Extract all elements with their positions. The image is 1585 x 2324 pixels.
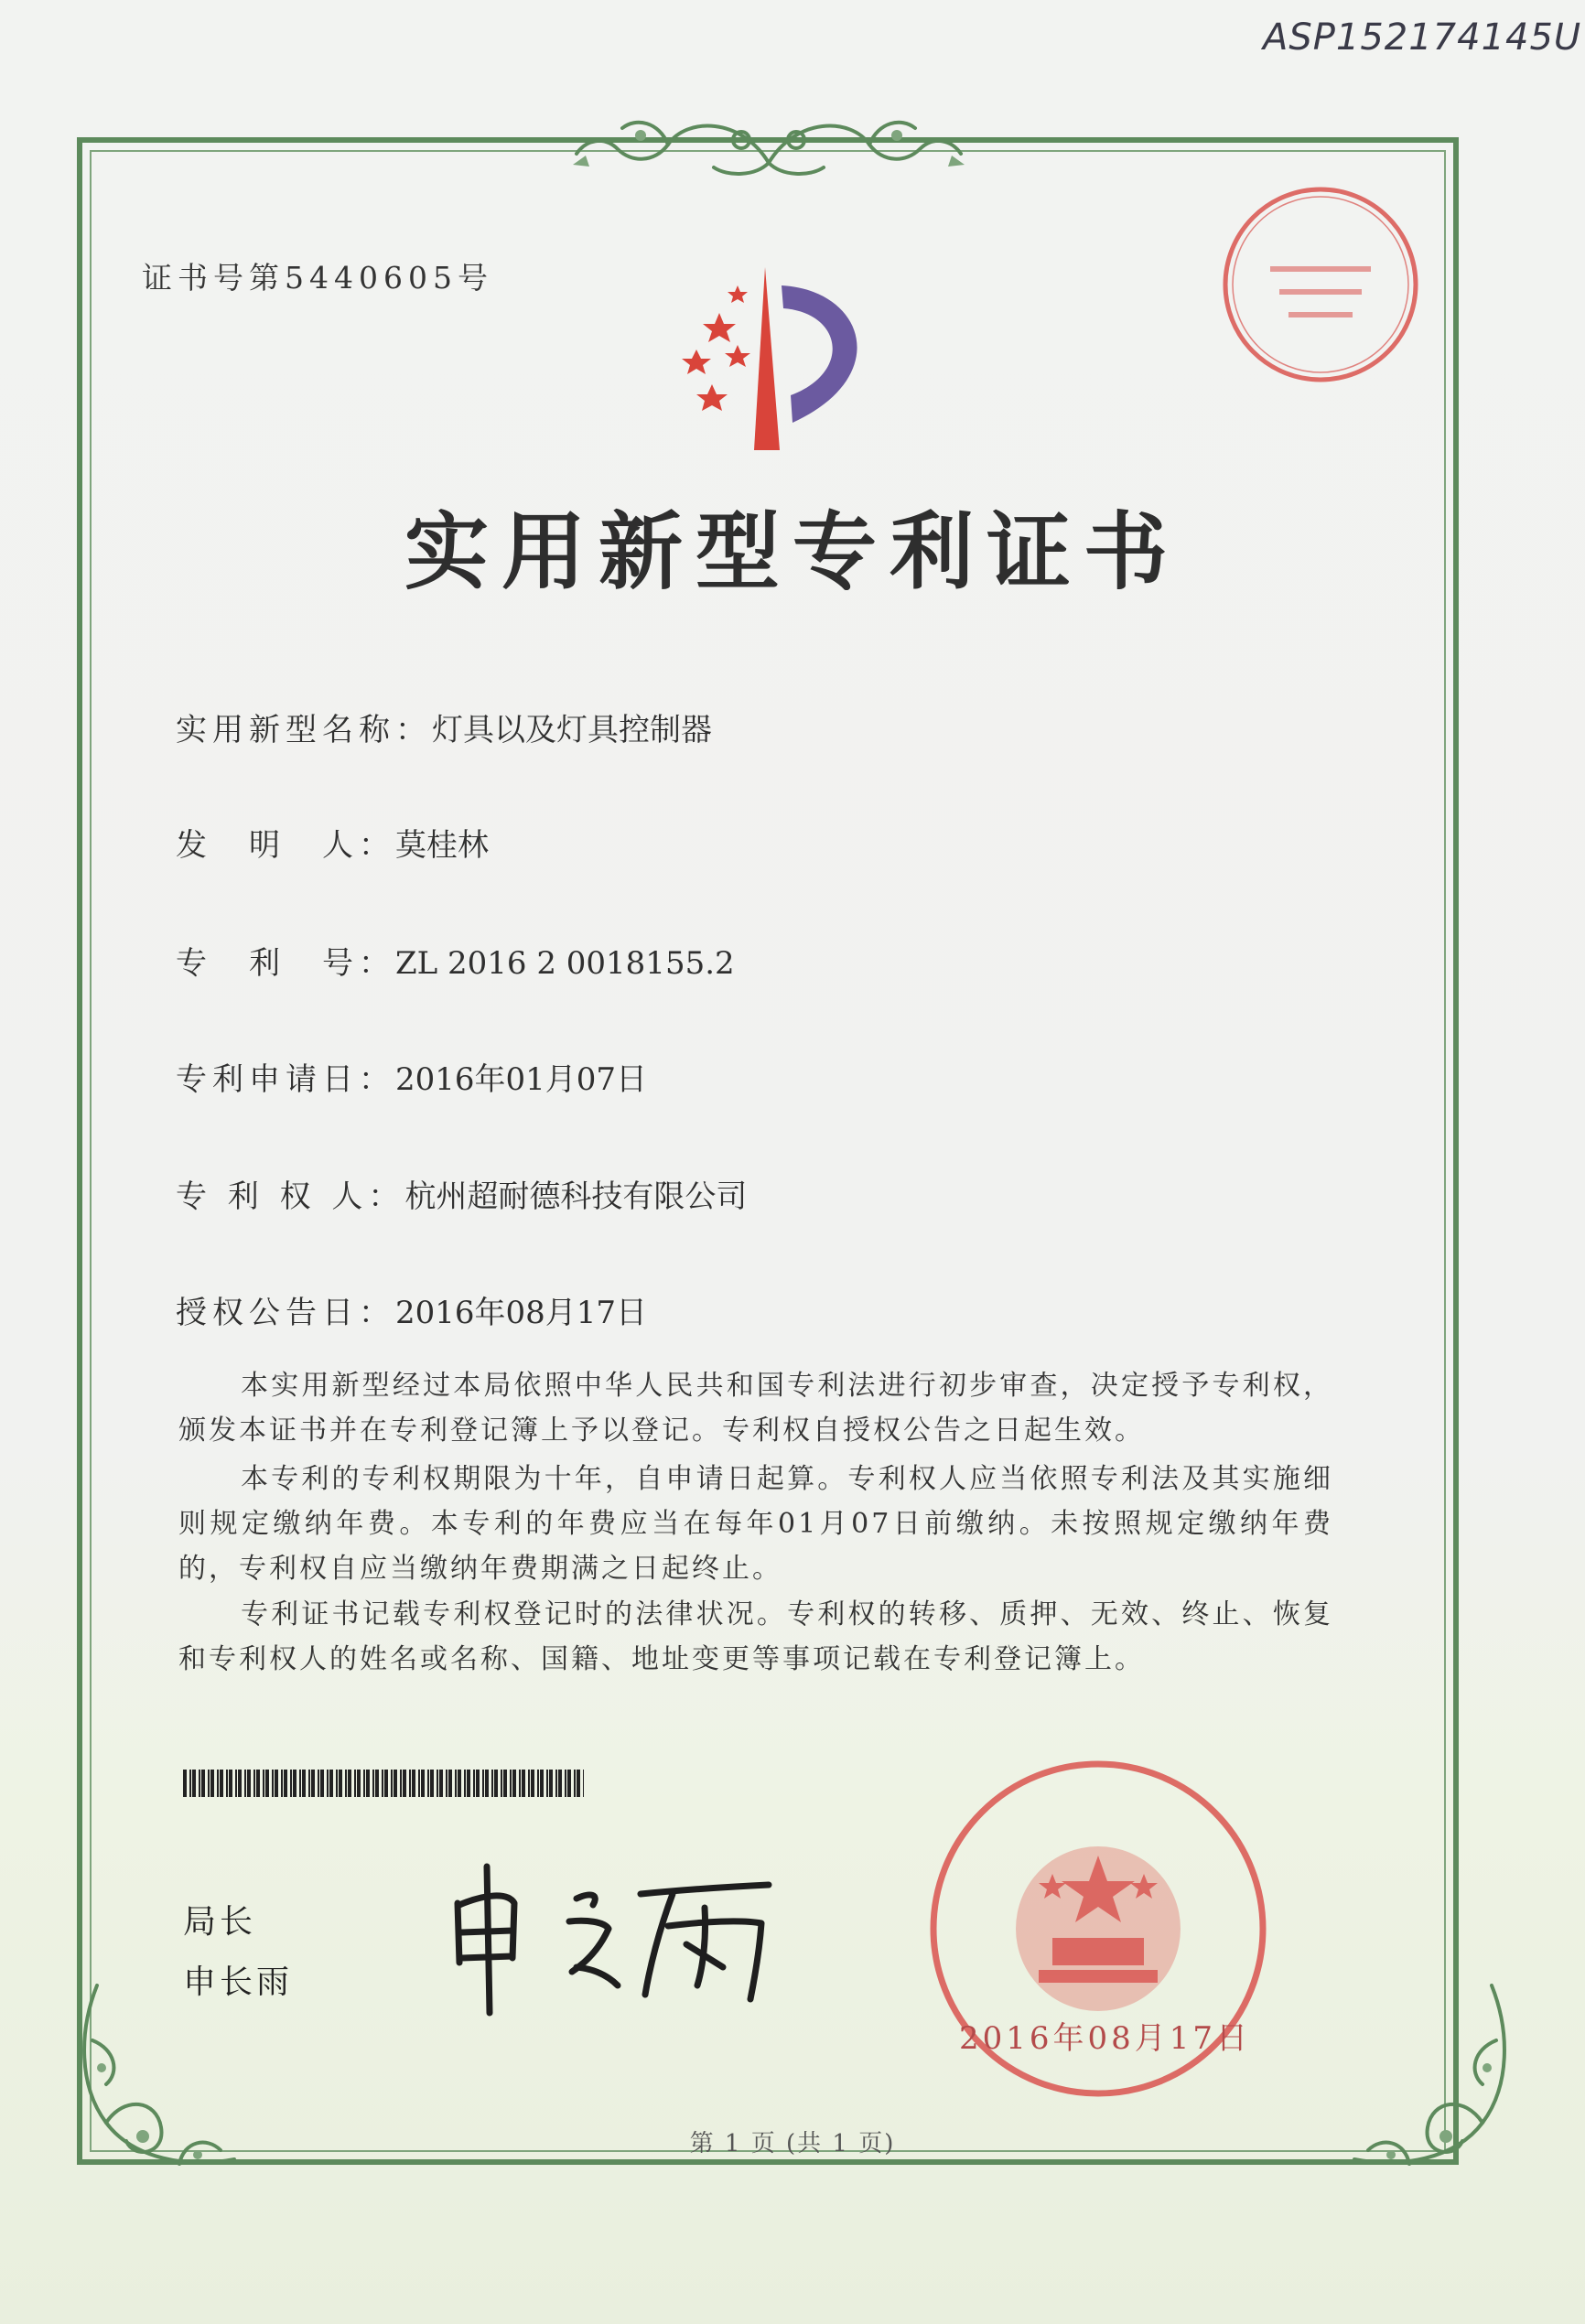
barcode-bar — [384, 1770, 388, 1797]
barcode-bar — [446, 1770, 447, 1797]
barcode-bar — [510, 1770, 512, 1797]
barcode-bar — [189, 1770, 191, 1797]
field-label: 专 利 权 人： — [176, 1178, 405, 1215]
signature-printed-name: 申长雨 — [183, 1964, 294, 2001]
barcode-bar — [372, 1770, 374, 1797]
barcode-bar — [366, 1770, 370, 1797]
barcode-bar — [235, 1770, 237, 1797]
barcode-bar — [455, 1770, 457, 1797]
field-grant-date — [176, 1287, 647, 1332]
barcode-bar — [302, 1770, 306, 1797]
barcode-bar — [265, 1770, 269, 1797]
barcode-bar — [320, 1770, 324, 1797]
barcode-bar — [418, 1770, 420, 1797]
barcode-bar — [485, 1770, 489, 1797]
barcode-bar — [217, 1770, 219, 1797]
barcode-bar — [400, 1770, 402, 1797]
field-utility-model-name — [176, 705, 712, 749]
field-value: ZL 2016 2 0018155.2 — [395, 945, 735, 982]
field-value: 杭州超耐德科技有限公司 — [404, 1178, 748, 1215]
barcode-bar — [464, 1770, 466, 1797]
barcode-bar — [503, 1770, 507, 1797]
barcode-bar — [565, 1770, 566, 1797]
barcode-bar — [348, 1770, 351, 1797]
certificate-title: 实用新型专利证书 — [404, 503, 1181, 601]
barcode-bar — [519, 1770, 521, 1797]
barcode-bar — [448, 1770, 452, 1797]
handwritten-signature — [439, 1848, 787, 2022]
barcode-bar — [375, 1770, 379, 1797]
barcode-bar — [540, 1770, 544, 1797]
barcode-bar — [501, 1770, 502, 1797]
barcode-bar — [546, 1770, 548, 1797]
paragraph-grant-statement: 本实用新型经过本局依照中华人民共和国专利法进行初步审查，决定授予专利权，颁发本证书并在专利登记簿上予以登记。专利权自授权公告之日起生效。 — [178, 1370, 1333, 1447]
barcode-bar — [290, 1770, 292, 1797]
barcode-bar — [354, 1770, 356, 1797]
barcode-bar — [339, 1770, 342, 1797]
field-inventor — [176, 820, 489, 865]
field-label: 授权公告日： — [176, 1295, 395, 1331]
barcode-bar — [482, 1770, 484, 1797]
barcode-bar — [409, 1770, 411, 1797]
barcode-bar — [549, 1770, 553, 1797]
barcode-bar — [229, 1770, 232, 1797]
barcode-bar — [220, 1770, 223, 1797]
patent-office-logo-icon — [646, 267, 902, 450]
field-value: 灯具以及灯具控制器 — [432, 712, 712, 748]
barcode-bar — [336, 1770, 338, 1797]
barcode-bar — [421, 1770, 425, 1797]
barcode-bar — [555, 1770, 557, 1797]
tax-stamp-seal — [1215, 179, 1426, 390]
barcode-bar — [201, 1770, 205, 1797]
barcode-bar — [244, 1770, 246, 1797]
barcode-bar — [272, 1770, 274, 1797]
field-value: 2016年01月07日 — [395, 1061, 648, 1098]
field-patent-number — [176, 938, 735, 983]
barcode-bar — [226, 1770, 228, 1797]
barcode-bar — [263, 1770, 264, 1797]
barcode-bar — [253, 1770, 255, 1797]
barcode-bar — [558, 1770, 562, 1797]
certificate-number: 证书号第5440605号 — [142, 260, 493, 296]
barcode-bar — [403, 1770, 406, 1797]
barcode-bar — [467, 1770, 470, 1797]
barcode-bar — [208, 1770, 210, 1797]
paragraph-term-and-fees: 本专利的专利权期限为十年，自申请日起算。专利权人应当依照专利法及其实施细则规定缴纳年费。本专利的年费应当在每年01月07日前缴纳。未按照规定缴纳年费的，专利权自应当缴纳年费期满之日起终止。 — [178, 1463, 1333, 1585]
barcode-bar — [583, 1770, 584, 1797]
barcode-bar — [458, 1770, 461, 1797]
barcode-bar — [299, 1770, 301, 1797]
barcode-bar — [357, 1770, 361, 1797]
barcode-bar — [363, 1770, 365, 1797]
barcode-bar — [427, 1770, 429, 1797]
field-label: 实用新型名称： — [176, 712, 432, 748]
barcode-bar — [473, 1770, 475, 1797]
barcode-bar — [293, 1770, 297, 1797]
barcode-bar — [284, 1770, 287, 1797]
barcode-bar — [238, 1770, 242, 1797]
barcode-bar — [512, 1770, 516, 1797]
barcode-bar — [247, 1770, 251, 1797]
signature-title: 局长 — [183, 1903, 257, 1941]
barcode-bar — [308, 1770, 310, 1797]
barcode-bar — [531, 1770, 534, 1797]
field-label: 专 利 号： — [176, 945, 395, 982]
barcode-icon — [183, 1770, 584, 1797]
field-label: 发 明 人： — [176, 827, 395, 864]
barcode-bar — [574, 1770, 576, 1797]
barcode-bar — [394, 1770, 397, 1797]
barcode-bar — [567, 1770, 571, 1797]
barcode-bar — [577, 1770, 580, 1797]
barcode-bar — [183, 1770, 187, 1797]
barcode-bar — [311, 1770, 315, 1797]
field-value: 莫桂林 — [395, 827, 489, 864]
barcode-bar — [256, 1770, 260, 1797]
barcode-bar — [412, 1770, 415, 1797]
barcode-bar — [528, 1770, 530, 1797]
barcode-bar — [476, 1770, 480, 1797]
barcode-bar — [275, 1770, 278, 1797]
seal-date: 2016年08月17日 — [959, 2020, 1252, 2057]
barcode-bar — [192, 1770, 196, 1797]
field-patentee — [176, 1171, 747, 1216]
barcode-bar — [327, 1770, 329, 1797]
barcode-bar — [318, 1770, 319, 1797]
barcode-bar — [537, 1770, 539, 1797]
barcode-bar — [439, 1770, 443, 1797]
barcode-bar — [391, 1770, 393, 1797]
page-number: 第 1 页 (共 1 页) — [689, 2130, 896, 2157]
barcode-bar — [345, 1770, 347, 1797]
paragraph-legal-status: 专利证书记载专利权登记时的法律状况。专利权的转移、质押、无效、终止、恢复和专利权人的姓名或名称、国籍、地址变更等事项记载在专利登记簿上。 — [178, 1598, 1333, 1675]
barcode-bar — [199, 1770, 200, 1797]
field-label: 专利申请日： — [176, 1061, 395, 1098]
top-ornament-icon — [531, 99, 1007, 187]
barcode-bar — [494, 1770, 498, 1797]
barcode-bar — [329, 1770, 333, 1797]
barcode-bar — [281, 1770, 283, 1797]
handwritten-annotation: ASP152174145U — [1263, 16, 1582, 59]
barcode-bar — [430, 1770, 434, 1797]
barcode-bar — [491, 1770, 493, 1797]
barcode-bar — [437, 1770, 438, 1797]
field-value: 2016年08月17日 — [395, 1295, 648, 1331]
barcode-bar — [522, 1770, 525, 1797]
barcode-bar — [382, 1770, 383, 1797]
field-filing-date — [176, 1054, 647, 1099]
barcode-bar — [210, 1770, 214, 1797]
